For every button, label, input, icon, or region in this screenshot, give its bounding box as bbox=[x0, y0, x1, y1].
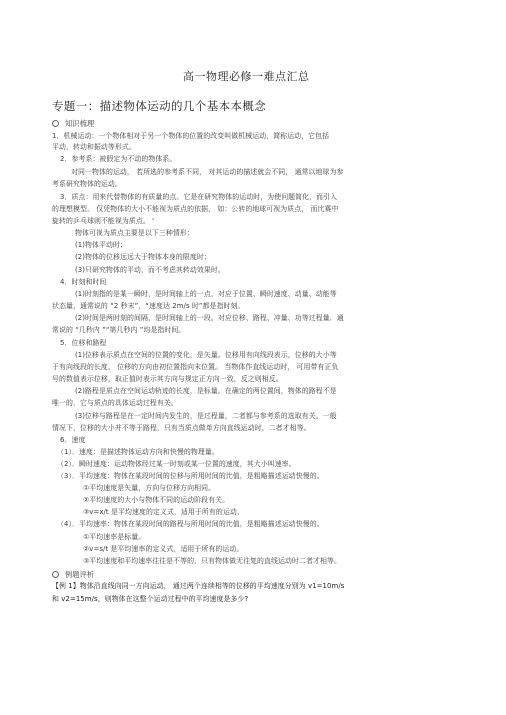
text-line: 号的数值表示位移，取正值时表示其方向与规定正方向一致，反之则相反。 bbox=[52, 375, 283, 383]
text-line: （3）．平均速度：物体在某段时间的位移与所用时间的比值，是粗略描述运动快慢的。 bbox=[57, 472, 324, 480]
example-text-line: 【例 1】物体沿直线向同一方向运动， 通过两个连续相等的位移的平均速度分别为 v1=10m/s bbox=[52, 582, 345, 590]
text-line: 4．时刻和时间 bbox=[60, 278, 107, 286]
text-line: 物体可视为质点主要是以下三种情形： bbox=[75, 229, 194, 237]
example-heading bbox=[52, 570, 94, 579]
text-line: (3)只研究物体的平动，而不考虑其转动效果时。 bbox=[75, 266, 225, 274]
text-line: 于有向线段的长度， 位移的方向由初位置指向末位置。 当物体作直线运动时， 可用带有正负 bbox=[52, 363, 339, 371]
text-line: 6．速度 bbox=[60, 436, 86, 444]
text-line: 旋转的乒乓球则不能视为质点。 ' bbox=[52, 217, 155, 225]
document-title: 高一物理必修一难点汇总 bbox=[183, 70, 310, 83]
text-line: （1）．速度：是描述物体运动方向和快慢的物理量。 bbox=[57, 448, 219, 456]
circle-bullet-icon bbox=[52, 120, 59, 127]
text-line: (1)时刻指的是某一瞬时，是时间轴上的一点，对应于位置、瞬时速度、动量、动能等 bbox=[75, 290, 337, 298]
text-line: 对同一物体的运动， 若所选的参考系不同， 对其运动的描述就会不同， 通常以地球为参 bbox=[71, 168, 344, 176]
text-line: （2）．瞬时速度：运动物体经过某一时刻或某一位置的速度，其大小叫速率。 bbox=[57, 460, 296, 468]
text-line: ②v=s/t 是平均速率的定义式，适用于所有的运动。 bbox=[83, 545, 244, 553]
text-line: 状态量，通常说的 “2 秒末”，“速度达 2m/s 时”都是指时刻。 bbox=[52, 302, 245, 310]
text-line: (2)路程是质点在空间运动轨迹的长度，是标量。在确定的两位置间，物体的路程不是 bbox=[75, 387, 337, 395]
text-line: 唯一的，它与质点的具体运动过程有关。 bbox=[52, 399, 178, 407]
text-line: ①平均速率是标量。 bbox=[83, 533, 146, 541]
text-line: 常说的 “几秒内 ”“第几秒内 ”均是指时间。 bbox=[52, 326, 186, 334]
text-line: (2)物体的位移远远大于物体本身的限度时； bbox=[75, 253, 211, 261]
text-line: ③平均速度和平均速率往往是不等的，只有物体做无往复的直线运动时二者才相等。 bbox=[83, 557, 341, 565]
text-line: （4）．平均速率：物体在某段时间的路程与所用时间的比值，是粗略描述运动快慢的。 bbox=[57, 520, 324, 528]
circle-bullet-icon bbox=[52, 571, 59, 578]
knowledge-heading bbox=[52, 119, 94, 128]
text-line: (3)位移与路程是在一定时间内发生的，是过程量，二者都与参考系的选取有关。一般 bbox=[75, 412, 337, 420]
text-line: 平动，转动和振动等形式。 bbox=[52, 143, 136, 151]
example-text-line: 和 v2=15m/s，则物体在这整个运动过程中的平均速度是多少? bbox=[52, 595, 249, 603]
text-line: 考系研究物体的运动。 bbox=[52, 180, 122, 188]
knowledge-heading-text: 知识梳理 bbox=[65, 119, 95, 128]
text-line: (2)时间是两时刻的间隔，是时间轴上的一段。对应位移、路程、冲量、功等过程量．通 bbox=[75, 314, 344, 322]
text-line: ②平均速度的大小与物体不同的运动阶段有关。 bbox=[83, 496, 230, 504]
text-line: 情况下，位移的大小并不等于路程，只有当质点做单方向直线运动时，二者才相等。 bbox=[52, 424, 311, 432]
text-line: 3．质点：用来代替物体的有质量的点。它是在研究物体的运动时，为使问题简化，而引入 bbox=[60, 193, 338, 201]
text-line: (1)位移表示质点在空间的位置的变化，是矢量。位移用有向线段表示，位移的大小等 bbox=[75, 351, 337, 359]
text-line: 1．机械运动：一个物体相对于另一个物体的位置的改变叫做机械运动，简称运动，它包括 bbox=[52, 132, 330, 140]
text-line: (1)物体平动时； bbox=[75, 241, 128, 249]
text-line: ①平均速度是矢量，方向与位移方向相同。 bbox=[83, 484, 216, 492]
text-line: 2．参考系：被假定为不动的物体系。 bbox=[60, 155, 177, 163]
text-line: 5．位移和路程 bbox=[60, 339, 107, 347]
example-heading-text: 例题评析 bbox=[65, 570, 95, 579]
text-line: ③v=x/t 是平均速度的定义式，适用于所有的运动， bbox=[83, 508, 244, 516]
text-line: 的理想模型。 仅凭物体的大小不能视为质点的依据， 如：公转的地球可视为质点， 而比赛中 bbox=[52, 205, 339, 213]
section-title: 专题一：描述物体运动的几个基本本概念 bbox=[52, 99, 267, 113]
